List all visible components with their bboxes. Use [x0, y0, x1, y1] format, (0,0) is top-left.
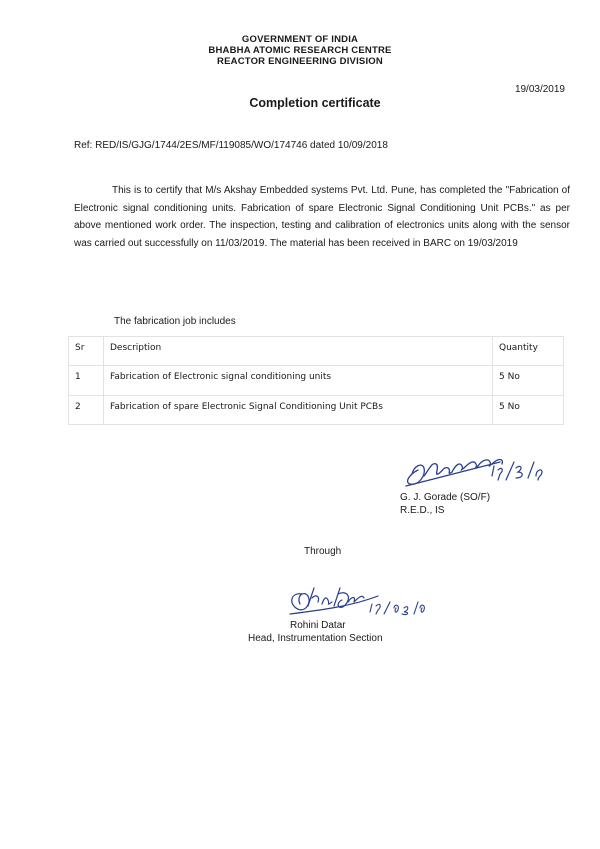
certificate-title: Completion certificate	[249, 96, 381, 110]
signatory-2-name: Rohini Datar	[290, 620, 346, 631]
header-quantity: Quantity	[493, 337, 564, 366]
table-row	[69, 396, 564, 425]
certificate-date: 19/03/2019	[514, 84, 565, 95]
datar-signature-image	[282, 584, 432, 620]
row-quantity: 5 No	[493, 396, 564, 425]
job-intro: The fabrication job includes	[114, 316, 236, 327]
reference-line: Ref: RED/IS/GJG/1744/2ES/MF/119085/WO/174746 dated 10/09/2018	[74, 140, 388, 151]
signatory-1-name: G. J. Gorade (SO/F)	[400, 492, 491, 503]
row-quantity: 5 No	[493, 366, 564, 396]
table-row	[69, 366, 564, 396]
signatory-2-designation: Head, Instrumentation Section	[248, 633, 383, 644]
header-govt: GOVERNMENT OF INDIA	[241, 34, 359, 45]
through-label: Through	[304, 546, 342, 557]
header-description: Description	[104, 337, 493, 366]
body-paragraph: This is to certify that M/s Akshay Embedded systems Pvt. Ltd. Pune, has completed the "Fabrication of Electronic signal conditioning units. Fabrication of spare Electronic Signal Conditioning Unit PCBs." as per above mentioned work order. The inspection, testing and calibration of electronics units along with the sensor was carried out successfully on 11/03/2019. The material has been received in BARC on 19/03/2019	[74, 185, 570, 249]
gorade-signature-image	[400, 440, 550, 492]
certificate-body	[74, 182, 570, 252]
signatory-1	[400, 440, 550, 517]
signatory-2	[248, 584, 432, 645]
table-header-row	[69, 337, 564, 366]
row-sr: 2	[69, 396, 104, 425]
row-description: Fabrication of spare Electronic Signal Conditioning Unit PCBs	[104, 396, 493, 425]
row-description: Fabrication of Electronic signal conditioning units	[104, 366, 493, 396]
fabrication-table	[68, 336, 564, 425]
header-sr: Sr	[69, 337, 104, 366]
signatory-1-unit: R.E.D., IS	[400, 505, 445, 516]
header-barc: BHABHA ATOMIC RESEARCH CENTRE	[208, 45, 392, 56]
row-sr: 1	[69, 366, 104, 396]
header-division: REACTOR ENGINEERING DIVISION	[217, 56, 383, 67]
